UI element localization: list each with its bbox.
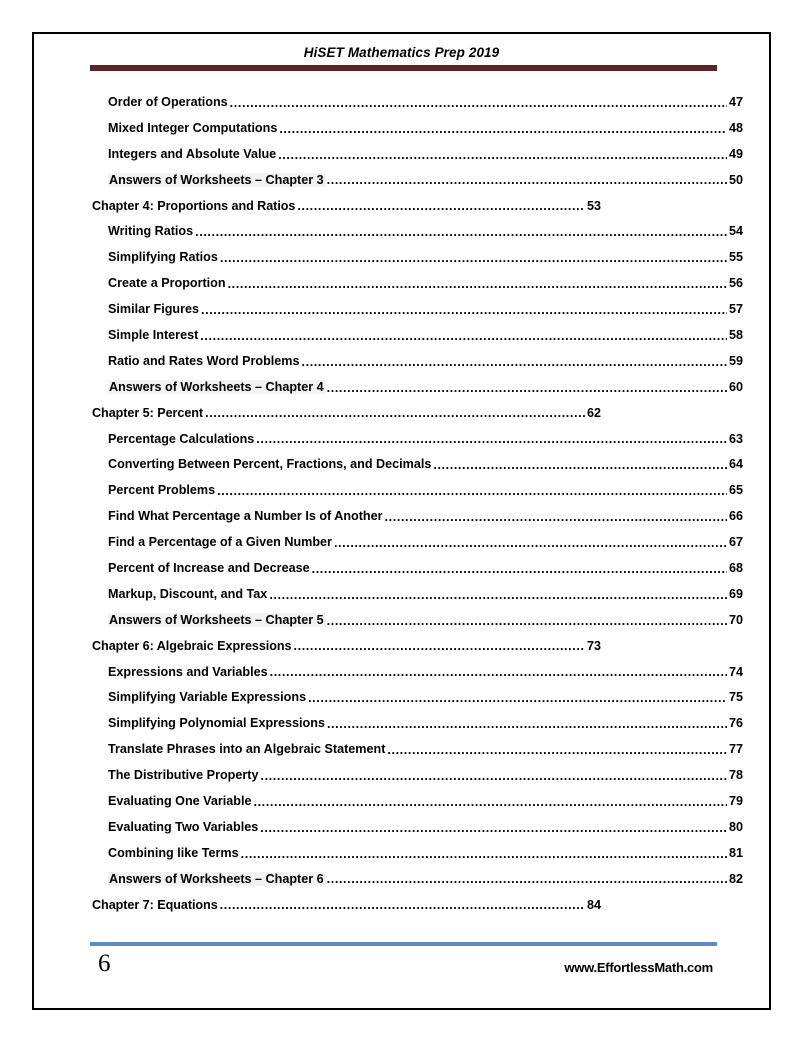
toc-leader-dots [260, 821, 727, 834]
toc-leader-dots [279, 122, 727, 135]
running-header-title: HiSET Mathematics Prep 2019 [303, 45, 500, 60]
toc-entry[interactable] [34, 218, 769, 244]
toc-entry-page-number: 56 [728, 276, 743, 291]
toc-entry-label: Answers of Worksheets – Chapter 6 [109, 871, 324, 886]
toc-entry-label: Translate Phrases into an Algebraic Statement [108, 742, 386, 757]
toc-entry-page-number: 49 [728, 146, 743, 161]
toc-entry-page-number: 74 [728, 664, 743, 679]
toc-entry-label: Chapter 5: Percent [92, 405, 204, 420]
toc-leader-dots [228, 277, 727, 290]
toc-leader-dots [327, 173, 727, 186]
footer-divider-rule [90, 942, 717, 946]
toc-entry-label: Simplifying Variable Expressions [108, 690, 307, 705]
toc-entry-label: The Distributive Property [108, 768, 259, 783]
toc-entry-label: Markup, Discount, and Tax [108, 586, 268, 601]
toc-entry-page-number: 76 [728, 716, 743, 731]
toc-entry-page-number: 68 [728, 560, 743, 575]
toc-entry-page-number: 63 [728, 431, 743, 446]
page-header [34, 34, 769, 78]
toc-leader-dots [433, 458, 727, 471]
toc-entry-label: Find What Percentage a Number Is of Another [108, 509, 383, 524]
toc-entry-label: Percent of Increase and Decrease [108, 560, 310, 575]
toc-entry[interactable] [34, 348, 769, 374]
toc-entry[interactable] [34, 270, 769, 296]
toc-leader-dots [327, 872, 727, 885]
toc-entry[interactable] [34, 555, 769, 581]
toc-entry-page-number: 79 [728, 793, 743, 808]
toc-entry-label: Expressions and Variables [108, 664, 268, 679]
toc-entry-label: Answers of Worksheets – Chapter 4 [109, 379, 324, 394]
toc-entry-label: Create a Proportion [108, 276, 226, 291]
toc-entry-page-number: 65 [728, 483, 743, 498]
table-of-contents [34, 89, 769, 918]
toc-entry-page-number: 64 [728, 457, 743, 472]
toc-entry[interactable] [34, 115, 769, 141]
toc-entry-label: Simplifying Ratios [108, 250, 218, 265]
toc-leader-dots [278, 147, 727, 160]
page-footer [34, 934, 769, 1008]
toc-entry-page-number: 50 [728, 172, 743, 187]
toc-entry[interactable] [34, 866, 769, 892]
toc-leader-dots [294, 639, 585, 652]
toc-leader-dots [205, 406, 585, 419]
toc-entry-label: Chapter 7: Equations [92, 897, 218, 912]
toc-entry[interactable] [34, 892, 769, 918]
toc-leader-dots [385, 510, 727, 523]
toc-leader-dots [260, 769, 727, 782]
toc-leader-dots [195, 225, 727, 238]
toc-entry[interactable] [34, 296, 769, 322]
toc-entry-page-number: 69 [728, 586, 743, 601]
toc-entry-page-number: 53 [586, 198, 601, 213]
toc-entry[interactable] [34, 736, 769, 762]
toc-leader-dots [253, 795, 727, 808]
toc-entry[interactable] [34, 400, 769, 426]
toc-entry-page-number: 59 [728, 353, 743, 368]
toc-entry-page-number: 84 [586, 897, 601, 912]
toc-leader-dots [230, 96, 727, 109]
toc-entry-label: Simplifying Polynomial Expressions [108, 716, 325, 731]
toc-entry-label: Chapter 4: Proportions and Ratios [92, 198, 296, 213]
toc-leader-dots [297, 199, 585, 212]
toc-entry[interactable] [34, 581, 769, 607]
toc-entry-label: Combining like Terms [108, 845, 239, 860]
toc-entry[interactable] [34, 141, 769, 167]
toc-entry-label: Percentage Calculations [108, 431, 255, 446]
toc-leader-dots [312, 562, 727, 575]
toc-entry-page-number: 80 [728, 819, 743, 834]
toc-entry-page-number: 60 [728, 379, 743, 394]
toc-entry[interactable] [34, 426, 769, 452]
toc-leader-dots [308, 691, 727, 704]
toc-entry[interactable] [34, 840, 769, 866]
toc-entry-page-number: 82 [728, 871, 743, 886]
toc-entry-page-number: 81 [728, 845, 743, 860]
toc-entry-label: Answers of Worksheets – Chapter 5 [109, 612, 324, 627]
toc-entry-label: Similar Figures [108, 302, 199, 317]
toc-entry-page-number: 47 [728, 94, 743, 109]
toc-entry[interactable] [34, 89, 769, 115]
toc-entry[interactable] [34, 244, 769, 270]
toc-entry-page-number: 58 [728, 327, 743, 342]
toc-leader-dots [241, 846, 727, 859]
toc-leader-dots [302, 355, 727, 368]
toc-leader-dots [201, 303, 727, 316]
toc-entry[interactable] [34, 762, 769, 788]
toc-leader-dots [387, 743, 727, 756]
footer-website-url: www.EffortlessMath.com [564, 960, 713, 975]
toc-leader-dots [327, 717, 727, 730]
toc-entry-label: Find a Percentage of a Given Number [108, 535, 332, 550]
toc-entry-page-number: 54 [728, 224, 743, 239]
toc-entry-label: Chapter 6: Algebraic Expressions [92, 638, 292, 653]
toc-entry-page-number: 77 [728, 742, 743, 757]
toc-entry-page-number: 67 [728, 535, 743, 550]
toc-entry-page-number: 70 [728, 612, 743, 627]
toc-entry-label: Integers and Absolute Value [108, 146, 277, 161]
toc-entry[interactable] [34, 788, 769, 814]
toc-entry-page-number: 66 [728, 509, 743, 524]
toc-leader-dots [217, 484, 727, 497]
toc-entry[interactable] [34, 322, 769, 348]
toc-leader-dots [270, 665, 727, 678]
toc-entry-label: Writing Ratios [108, 224, 194, 239]
toc-entry[interactable] [34, 659, 769, 685]
document-page [32, 32, 771, 1010]
toc-entry-label: Mixed Integer Computations [108, 120, 278, 135]
toc-entry[interactable] [34, 633, 769, 659]
toc-entry-label: Simple Interest [108, 327, 199, 342]
toc-leader-dots [256, 432, 727, 445]
toc-entry-page-number: 48 [728, 120, 743, 135]
toc-entry[interactable] [34, 374, 769, 400]
toc-entry-page-number: 75 [728, 690, 743, 705]
toc-entry-label: Order of Operations [108, 94, 228, 109]
toc-entry-page-number: 55 [728, 250, 743, 265]
toc-entry[interactable] [34, 477, 769, 503]
toc-leader-dots [327, 380, 727, 393]
toc-entry-page-number: 73 [586, 638, 601, 653]
toc-entry[interactable] [34, 193, 769, 219]
toc-entry[interactable] [34, 814, 769, 840]
toc-entry-label: Ratio and Rates Word Problems [108, 353, 300, 368]
toc-leader-dots [327, 613, 727, 626]
toc-leader-dots [220, 898, 585, 911]
toc-entry[interactable] [34, 167, 769, 193]
toc-leader-dots [220, 251, 727, 264]
toc-entry-label: Evaluating Two Variables [108, 819, 259, 834]
toc-entry-page-number: 62 [586, 405, 601, 420]
toc-entry[interactable] [34, 710, 769, 736]
toc-leader-dots [334, 536, 727, 549]
toc-entry[interactable] [34, 684, 769, 710]
toc-entry-label: Converting Between Percent, Fractions, and Decimals [108, 457, 432, 472]
toc-entry[interactable] [34, 529, 769, 555]
toc-entry[interactable] [34, 451, 769, 477]
footer-page-number: 6 [98, 950, 111, 977]
toc-entry-page-number: 57 [728, 302, 743, 317]
toc-entry[interactable] [34, 607, 769, 633]
header-divider-rule [90, 65, 717, 71]
toc-leader-dots [269, 588, 727, 601]
toc-entry[interactable] [34, 503, 769, 529]
toc-entry-label: Evaluating One Variable [108, 793, 252, 808]
toc-leader-dots [200, 329, 727, 342]
toc-entry-label: Percent Problems [108, 483, 216, 498]
toc-entry-label: Answers of Worksheets – Chapter 3 [109, 172, 324, 187]
toc-entry-page-number: 78 [728, 768, 743, 783]
